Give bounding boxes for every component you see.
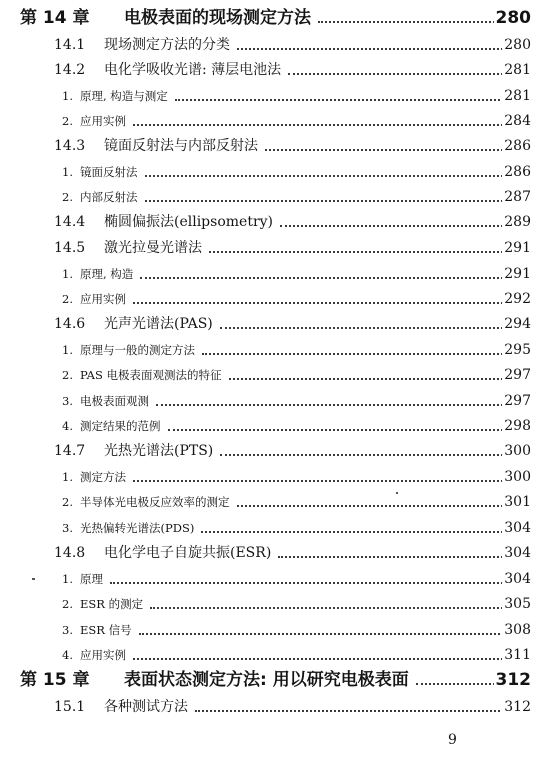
entry-number: 第 14 章 — [20, 8, 90, 28]
toc-entry-label — [54, 210, 276, 234]
entry-page-number: 304 — [502, 516, 531, 540]
toc-entry-sub — [0, 185, 551, 209]
entry-title: 应用实例 — [80, 648, 126, 662]
entry-page-number: 280 — [502, 33, 531, 57]
toc-entry-label — [62, 516, 197, 540]
dot-leader — [133, 109, 531, 126]
dot-leader — [140, 262, 531, 279]
entry-page-number: 289 — [502, 210, 531, 234]
entry-page-number: 294 — [502, 312, 531, 336]
entry-page-number: 301 — [502, 490, 531, 514]
toc-entry-section — [0, 236, 551, 260]
entry-number: 2. — [62, 368, 73, 382]
dot-leader — [133, 643, 531, 660]
toc-entry-sub — [0, 490, 551, 514]
toc-entry-label — [62, 618, 135, 642]
toc-entry-label — [54, 33, 233, 57]
toc-entry-section — [0, 439, 551, 463]
dot-leader — [168, 414, 531, 431]
toc-entry-label — [20, 668, 412, 692]
entry-number: 14.2 — [54, 62, 86, 78]
entry-title: 表面状态测定方法: 用以研究电极表面 — [124, 670, 409, 690]
toc-entry-label — [62, 160, 141, 184]
entry-number: 第 15 章 — [20, 670, 90, 690]
entry-title: 原理与一般的测定方法 — [80, 343, 195, 357]
toc-entry-sub — [0, 109, 551, 133]
toc-entry-section — [0, 33, 551, 57]
entry-title: ESR 信号 — [80, 623, 132, 637]
entry-title: 原理 — [80, 572, 103, 586]
toc-entry-label — [62, 84, 171, 108]
toc-entry-label — [54, 134, 261, 158]
toc-entry-label — [62, 185, 141, 209]
toc-entry-sub — [0, 287, 551, 311]
dot-leader — [150, 592, 531, 609]
dot-leader — [195, 695, 531, 712]
toc-entry-label — [62, 567, 106, 591]
dot-leader — [201, 516, 531, 533]
toc-entry-label — [62, 109, 129, 133]
entry-title: 电极表面的现场测定方法 — [124, 8, 311, 28]
toc-entry-sub — [0, 592, 551, 616]
entry-number: 2. — [62, 114, 73, 128]
entry-page-number: 281 — [502, 58, 531, 82]
entry-page-number: 300 — [502, 439, 531, 463]
toc-entry-sub — [0, 414, 551, 438]
dot-leader — [278, 541, 531, 558]
toc-entry-label — [62, 592, 146, 616]
entry-title: 内部反射法 — [80, 190, 138, 204]
dot-leader — [133, 287, 531, 304]
toc-entry-sub — [0, 363, 551, 387]
entry-number: 14.3 — [54, 138, 86, 154]
toc-entry-section — [0, 134, 551, 158]
toc-entry-label — [20, 6, 314, 30]
entry-title: 镜面反射法 — [80, 165, 138, 179]
dot-leader — [139, 618, 531, 635]
entry-title: 椭圆偏振法(ellipsometry) — [104, 214, 274, 230]
entry-title: 光热偏转光谱法(PDS) — [80, 521, 195, 535]
entry-title: 现场测定方法的分类 — [104, 37, 230, 53]
toc-entry-section — [0, 210, 551, 234]
entry-number: 3. — [62, 521, 73, 535]
entry-number: 15.1 — [54, 699, 86, 715]
dot-leader — [237, 33, 531, 50]
entry-page-number: 311 — [502, 643, 531, 667]
toc-entry-section — [0, 312, 551, 336]
dot-leader — [156, 389, 531, 406]
entry-number: 2. — [62, 597, 73, 611]
toc-entry-sub — [0, 262, 551, 286]
toc-entry-label — [62, 414, 164, 438]
dot-leader — [110, 567, 531, 584]
entry-number: 2. — [62, 190, 73, 204]
entry-number: 14.8 — [54, 545, 86, 561]
toc-entry-label — [62, 363, 225, 387]
entry-number: 2. — [62, 495, 73, 509]
toc-entry-label — [54, 58, 284, 82]
entry-number: 4. — [62, 648, 73, 662]
toc-entry-label — [54, 236, 205, 260]
toc-entry-sub — [0, 338, 551, 362]
toc-entry-label — [62, 287, 129, 311]
toc-entry-sub — [0, 84, 551, 108]
entry-page-number: 291 — [502, 236, 531, 260]
entry-title: 应用实例 — [80, 292, 126, 306]
dot-leader — [237, 490, 531, 507]
entry-number: 1. — [62, 572, 73, 586]
dot-leader — [220, 439, 531, 456]
toc-entry-chapter — [0, 668, 551, 692]
toc-entry-section — [0, 541, 551, 565]
dot-leader — [288, 58, 531, 75]
entry-number: 1. — [62, 165, 73, 179]
entry-title: 应用实例 — [80, 114, 126, 128]
entry-number: 1. — [62, 89, 73, 103]
dot-leader — [209, 236, 531, 253]
entry-page-number: 284 — [502, 109, 531, 133]
toc-entry-sub — [0, 643, 551, 667]
entry-title: 测定结果的范例 — [80, 419, 161, 433]
entry-title: 电极表面观测 — [80, 394, 149, 408]
entry-number: 1. — [62, 343, 73, 357]
toc-entry-sub — [0, 160, 551, 184]
entry-title: 电化学吸收光谱: 薄层电池法 — [104, 62, 282, 78]
entry-number: 2. — [62, 292, 73, 306]
toc-entry-label — [62, 643, 129, 667]
dot-leader — [145, 160, 531, 177]
entry-number: 14.4 — [54, 214, 86, 230]
dot-leader — [229, 363, 531, 380]
toc-entry-chapter — [0, 6, 551, 30]
toc-entry-label — [62, 338, 198, 362]
page-number: 9 — [448, 732, 457, 748]
toc-entry-sub — [0, 567, 551, 591]
entry-page-number: 295 — [502, 338, 531, 362]
entry-page-number: 286 — [502, 160, 531, 184]
dot-leader — [145, 185, 531, 202]
entry-page-number: 291 — [502, 262, 531, 286]
entry-number: 14.1 — [54, 37, 86, 53]
toc-entry-sub — [0, 516, 551, 540]
entry-title: ESR 的测定 — [80, 597, 144, 611]
entry-title: 测定方法 — [80, 470, 126, 484]
toc-entry-label — [54, 439, 216, 463]
toc-entry-sub — [0, 389, 551, 413]
entry-title: 原理, 构造与测定 — [80, 89, 168, 103]
entry-page-number: 281 — [502, 84, 531, 108]
entry-page-number: 280 — [495, 8, 531, 28]
entry-title: 半导体光电极反应效率的测定 — [80, 495, 230, 509]
entry-page-number: 305 — [502, 592, 531, 616]
entry-title: PAS 电极表面观测法的特征 — [80, 368, 222, 382]
entry-title: 激光拉曼光谱法 — [104, 240, 202, 256]
entry-title: 镜面反射法与内部反射法 — [104, 138, 258, 154]
entry-number: 1. — [62, 267, 73, 281]
entry-page-number: 286 — [502, 134, 531, 158]
entry-page-number: 312 — [495, 670, 531, 690]
toc-entry-label — [62, 389, 152, 413]
entry-title: 光声光谱法(PAS) — [104, 316, 213, 332]
scan-speck — [32, 578, 35, 580]
toc-entry-section — [0, 695, 551, 719]
entry-page-number: 298 — [502, 414, 531, 438]
entry-title: 各种测试方法 — [104, 699, 188, 715]
toc-entry-label — [54, 695, 191, 719]
toc-entry-label — [62, 465, 129, 489]
entry-number: 3. — [62, 394, 73, 408]
toc-entry-sub — [0, 465, 551, 489]
entry-page-number: 304 — [502, 541, 531, 565]
entry-title: 电化学电子自旋共振(ESR) — [104, 545, 272, 561]
entry-page-number: 300 — [502, 465, 531, 489]
entry-page-number: 292 — [502, 287, 531, 311]
toc-entry-label — [62, 490, 233, 514]
entry-number: 1. — [62, 470, 73, 484]
dot-leader — [133, 465, 531, 482]
dot-leader — [265, 134, 531, 151]
entry-page-number: 297 — [502, 363, 531, 387]
entry-number: 3. — [62, 623, 73, 637]
entry-page-number: 308 — [502, 618, 531, 642]
toc-entry-sub — [0, 618, 551, 642]
entry-title: 原理, 构造 — [80, 267, 134, 281]
entry-page-number: 304 — [502, 567, 531, 591]
dot-leader — [175, 84, 531, 101]
entry-title: 光热光谱法(PTS) — [104, 443, 214, 459]
entry-number: 14.6 — [54, 316, 86, 332]
dot-leader — [220, 312, 531, 329]
entry-number: 14.5 — [54, 240, 86, 256]
entry-number: 4. — [62, 419, 73, 433]
toc-entry-section — [0, 58, 551, 82]
entry-page-number: 287 — [502, 185, 531, 209]
entry-page-number: 297 — [502, 389, 531, 413]
entry-page-number: 312 — [502, 695, 531, 719]
dot-leader — [280, 210, 531, 227]
toc-entry-label — [62, 262, 136, 286]
dot-leader — [202, 338, 531, 355]
entry-number: 14.7 — [54, 443, 86, 459]
toc-entry-label — [54, 312, 216, 336]
toc-entry-label — [54, 541, 274, 565]
